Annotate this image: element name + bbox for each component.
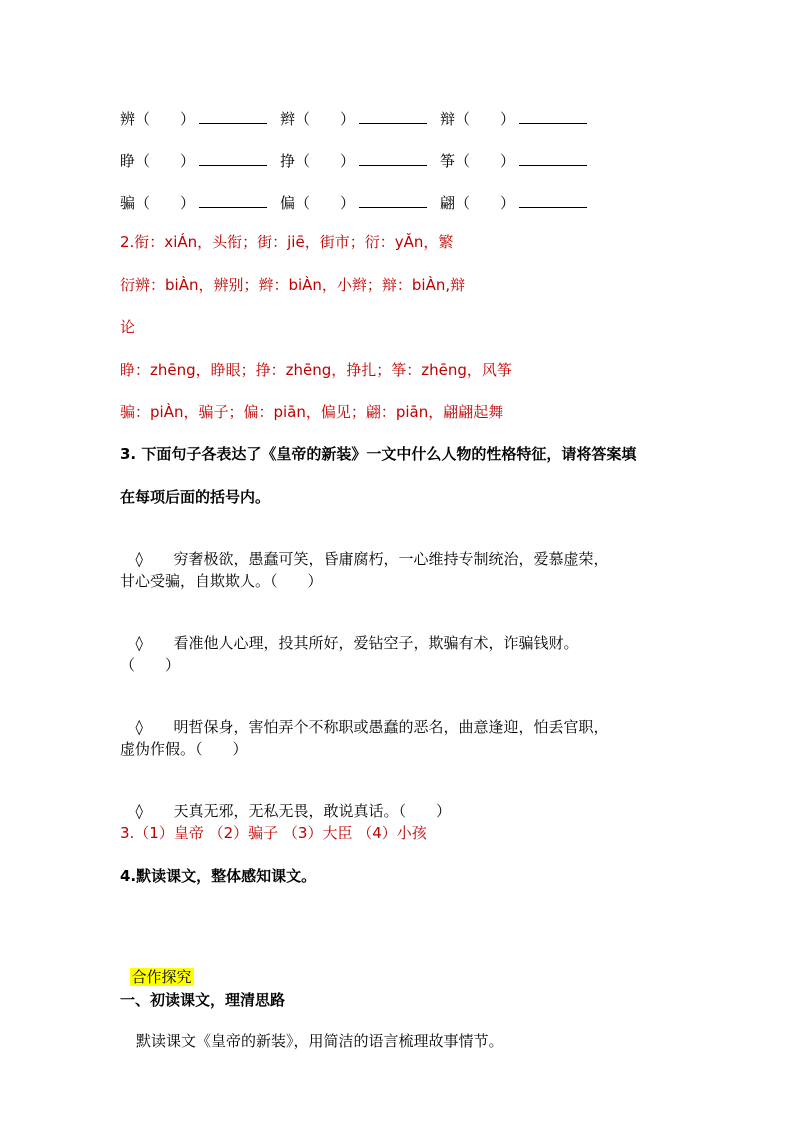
answer-blank[interactable] bbox=[519, 150, 587, 166]
fill-cell-char: 翩 bbox=[440, 194, 456, 212]
answer-blank[interactable] bbox=[199, 150, 267, 166]
question3-line2: 在每项后面的括号内。 bbox=[120, 488, 271, 506]
fill-cell-char: 骗 bbox=[120, 194, 136, 212]
answer-blank[interactable] bbox=[359, 192, 427, 208]
question3-line1: 3. 下面句子各表达了《皇帝的新装》一文中什么人物的性格特征，请将答案填 bbox=[120, 445, 637, 463]
question3-item2 bbox=[120, 613, 579, 653]
fill-cell-paren: （ ） bbox=[295, 194, 356, 212]
answer2-line2: 衍辨：biÀn，辨别；辫：biÀn，小辫；辩：biÀn,辩 bbox=[120, 276, 466, 294]
fill-cell-char: 睁 bbox=[120, 152, 136, 170]
question3-item4 bbox=[120, 781, 451, 821]
fill-cell-char: 辩 bbox=[440, 110, 456, 128]
answer3: 3.（1）皇帝 （2）骗子 （3）大臣 （4）小孩 bbox=[120, 824, 427, 842]
fill-cell-char: 辨 bbox=[120, 110, 136, 128]
answer2-line5: 骗：piÀn，骗子；偏：piān，偏见；翩：piān，翩翩起舞 bbox=[120, 403, 504, 421]
fill-cell bbox=[440, 150, 587, 171]
answer2-line1: 2.衔：xiÁn，头衔；街：jiē，街市；衍：yǍn，繁 bbox=[120, 233, 454, 251]
bullet-icon: ◊ bbox=[135, 634, 143, 652]
fill-cell bbox=[120, 150, 267, 171]
fill-cell-paren: （ ） bbox=[135, 110, 196, 128]
question3-item3 bbox=[120, 697, 609, 737]
answer2-line3: 论 bbox=[120, 318, 136, 336]
item2-text1: 看准他人心理，投其所好，爱钻空子，欺骗有术，诈骗钱财。 bbox=[173, 634, 579, 652]
fill-cell-paren: （ ） bbox=[295, 152, 356, 170]
fill-cell-char: 辫 bbox=[280, 110, 296, 128]
bullet-icon: ◊ bbox=[135, 718, 143, 736]
fill-cell bbox=[280, 108, 427, 129]
fill-cell-paren: （ ） bbox=[295, 110, 356, 128]
item3-text2: 虚伪作假。（ ） bbox=[120, 740, 248, 758]
answer-blank[interactable] bbox=[359, 108, 427, 124]
item1-text2: 甘心受骗，自欺欺人。（ ） bbox=[120, 572, 323, 590]
section-subheading: 一、初读课文，理清思路 bbox=[120, 991, 286, 1009]
question3-item1 bbox=[120, 529, 609, 569]
bullet-icon: ◊ bbox=[135, 802, 143, 820]
fill-cell bbox=[280, 192, 427, 213]
fill-cell bbox=[280, 150, 427, 171]
answer-blank[interactable] bbox=[199, 108, 267, 124]
answer-blank[interactable] bbox=[359, 150, 427, 166]
fill-cell-char: 筝 bbox=[440, 152, 456, 170]
fill-cell-paren: （ ） bbox=[455, 152, 516, 170]
item3-text1: 明哲保身，害怕弄个不称职或愚蠢的恶名，曲意逢迎，怕丢官职， bbox=[173, 718, 609, 736]
section-heading-text: 合作探究 bbox=[131, 968, 192, 986]
bullet-icon: ◊ bbox=[135, 550, 143, 568]
fill-cell bbox=[440, 192, 587, 213]
item4-text1: 天真无邪，无私无畏，敢说真话。（ ） bbox=[173, 802, 452, 820]
item2-text2: （ ） bbox=[120, 656, 181, 674]
question4: 4.默读课文，整体感知课文。 bbox=[120, 867, 317, 885]
section-heading bbox=[120, 947, 194, 987]
fill-cell-char: 挣 bbox=[280, 152, 296, 170]
fill-cell-paren: （ ） bbox=[455, 194, 516, 212]
fill-cell-paren: （ ） bbox=[135, 152, 196, 170]
item1-text1: 穷奢极欲，愚蠢可笑，昏庸腐朽，一心维持专制统治，爱慕虚荣， bbox=[173, 550, 609, 568]
fill-cell-paren: （ ） bbox=[135, 194, 196, 212]
fill-cell bbox=[120, 108, 267, 129]
fill-cell bbox=[120, 192, 267, 213]
fill-cell-char: 偏 bbox=[280, 194, 296, 212]
answer-blank[interactable] bbox=[519, 192, 587, 208]
fill-cell-paren: （ ） bbox=[455, 110, 516, 128]
section-instruction: 默读课文《皇帝的新装》，用简洁的语言梳理故事情节。 bbox=[136, 1032, 504, 1050]
answer-blank[interactable] bbox=[519, 108, 587, 124]
answer-blank[interactable] bbox=[199, 192, 267, 208]
fill-cell bbox=[440, 108, 587, 129]
answer2-line4: 睁：zhēng，睁眼；挣：zhēng，挣扎；筝：zhēng，风筝 bbox=[120, 361, 512, 379]
